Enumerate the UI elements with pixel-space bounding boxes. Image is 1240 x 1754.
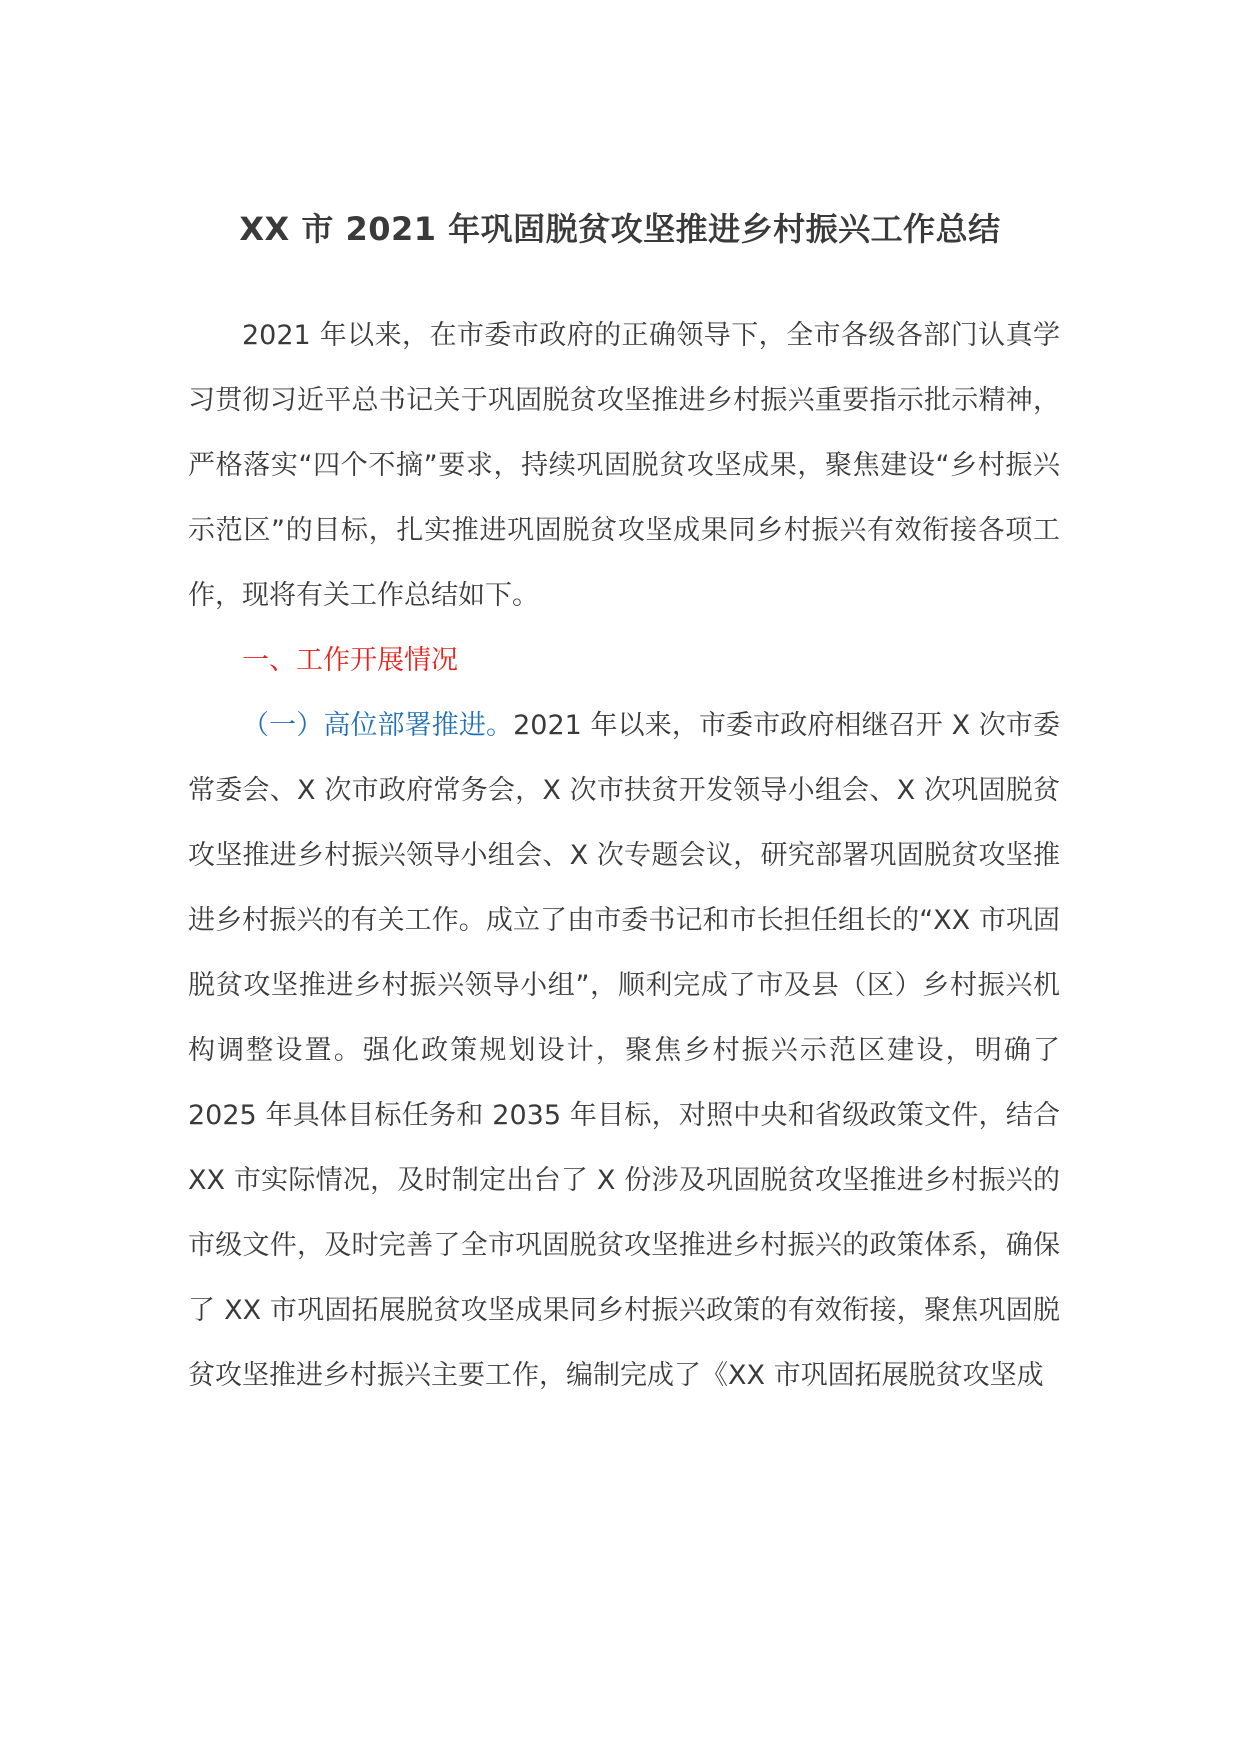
intro-paragraph: 2021 年以来，在市委市政府的正确领导下，全市各级各部门认真学习贯彻习近平总书记关于巩固脱贫攻坚推进乡村振兴重要指示批示精神，严格落实“四个不摘”要求，持续巩固脱贫攻坚成果，聚焦建设“乡村振兴示范区”的目标，扎实推进巩固脱贫攻坚成果同乡村振兴有效衔接各项工作，现将有关工作总结如下。: [188, 320, 1060, 611]
document-title: XX 市 2021 年巩固脱贫攻坚推进乡村振兴工作总结: [239, 210, 1001, 248]
section-heading-1: 一、工作开展情况: [242, 645, 458, 676]
subsection-text-1: 2021 年以来，市委市政府相继召开 X 次市委常委会、X 次市政府常务会，X 次市扶贫开发领导小组会、X 次巩固脱贫攻坚推进乡村振兴领导小组会、X 次专题会议，研究部署巩固脱贫攻坚推进乡村振兴的有关工作。成立了由市委书记和市长担任组长的“XX 市巩固脱贫攻坚推进乡村振兴领导小组”，顺利完成了市及县（区）乡村振兴机构调整设置。强化政策规划设计，聚焦乡村振兴示范区建设，明确了 2025 年具体目标任务和 2035 年目标，对照中央和省级政策文件，结合 XX 市实际情况，及时制定出台了 X 份涉及巩固脱贫攻坚推进乡村振兴的市级文件，及时完善了全市巩固脱贫攻坚推进乡村振兴的政策体系，确保了 XX 市巩固拓展脱贫攻坚成果同乡村振兴政策的有效衔接，聚焦巩固脱贫攻坚推进乡村振兴主要工作，编制完成了《XX 市巩固拓展脱贫攻坚成: [188, 710, 1060, 1391]
subsection-paragraph-1: [188, 693, 1060, 1408]
document-body: [188, 303, 1060, 1408]
subsection-heading-1: （一）高位部署推进。: [242, 710, 514, 741]
